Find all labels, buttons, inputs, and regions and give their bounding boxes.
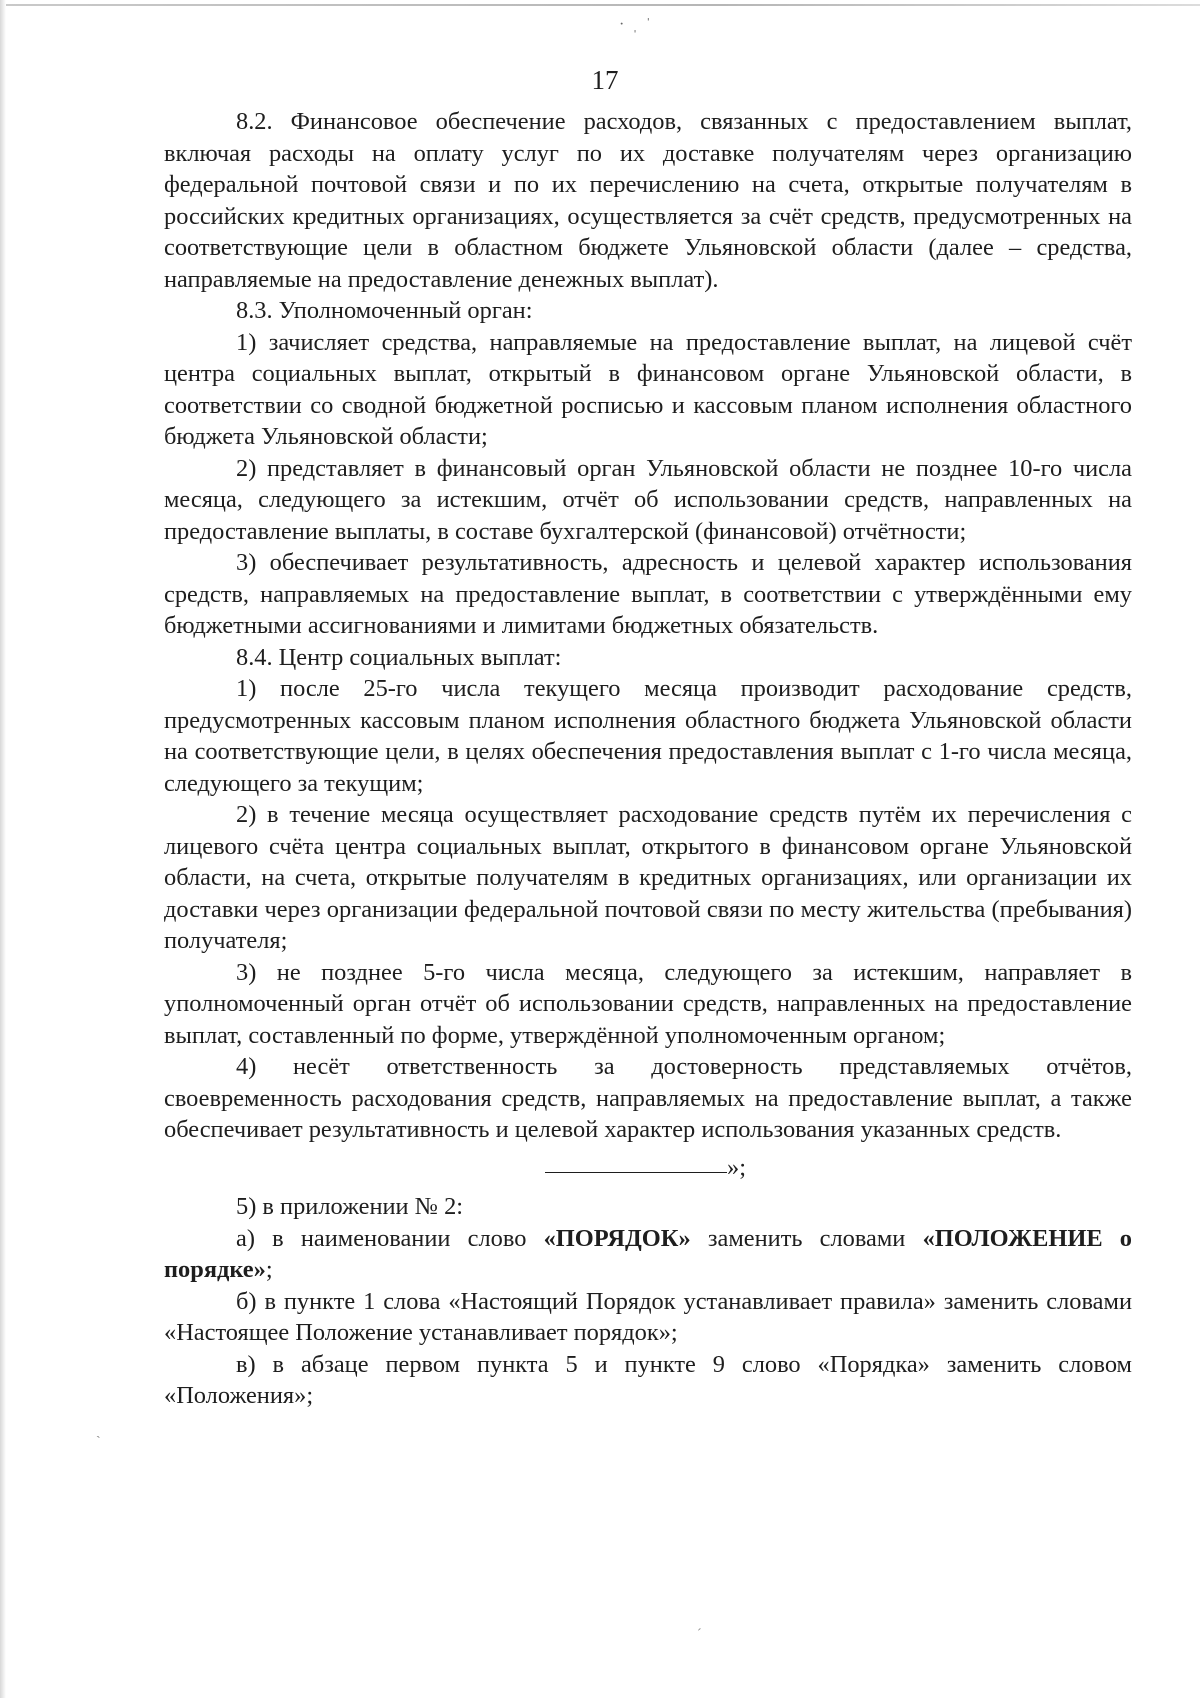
scan-speck: ˊ bbox=[697, 1627, 702, 1642]
appendix-item-b: б) в пункте 1 слова «Настоящий Порядок устанавливает правила» заменить словами «Настоящее Положение устанавливает порядок»; bbox=[164, 1287, 1132, 1346]
closing-line-block bbox=[164, 1146, 1132, 1192]
scan-left-edge bbox=[0, 0, 6, 1698]
appendix-item-a-middle: заменить словами bbox=[690, 1224, 923, 1252]
scan-top-edge bbox=[0, 4, 1200, 6]
appendix-item-c: в) в абзаце первом пункта 5 и пункте 9 слово «Порядка» заменить словом «Положения»; bbox=[164, 1350, 1132, 1409]
scan-speck: ˏ bbox=[96, 1424, 101, 1439]
paragraph-8-3-heading: 8.3. Уполномоченный орган: bbox=[236, 297, 533, 324]
paragraph-8-3-item-1: 1) зачисляет средства, направляемые на предоставление выплат, на лицевой счёт центра социальных выплат, открытый в финансовом органе Ульяновской области, в соответствии со сводной бюджетной росписью и кассовым планом исполнения областного бюджета Ульяновской области; bbox=[164, 328, 1132, 450]
appendix-item-a-new-word: «ПОЛОЖЕНИЕ о порядке» bbox=[164, 1224, 1133, 1283]
appendix-item-a bbox=[164, 1223, 1132, 1286]
paragraph-8-4-heading: 8.4. Центр социальных выплат: bbox=[236, 643, 562, 671]
closing-quote: »; bbox=[727, 1153, 746, 1181]
appendix-intro: 5) в приложении № 2: bbox=[236, 1193, 464, 1220]
appendix-item-a-prefix: а) в наименовании слово bbox=[236, 1224, 544, 1252]
paragraph-8-3-item-3: 3) обеспечивает результативность, адресность и целевой характер использования средств, направляемых на предоставление выплат, в соответствии с утверждёнными ему бюджетными ассигнованиями и лимитами бюджетных обязательств. bbox=[164, 549, 1132, 639]
paragraph-8-4-item-3: 3) не позднее 5-го числа месяца, следующего за истекшим, направляет в уполномоченный орган отчёт об использовании средств, направленных на предоставление выплат, составленный по форме, утверждённой уполномоченным органом; bbox=[164, 958, 1132, 1049]
page-number: 17 bbox=[591, 65, 619, 95]
paragraph-8-2: 8.2. Финансовое обеспечение расходов, связанных с предоставлением выплат, включая расходы на оплату услуг по их доставке получателям через организацию федеральной почтовой связи и по их перечислению на счета, открытые получателям в российских кредитных организациях, осуществляется за счёт средств, предусмотренных на соответствующие цели в областном бюджете Ульяновской области (далее – средства, направляемые на предоставление денежных выплат). bbox=[164, 108, 1132, 293]
paragraph-8-4-item-1: 1) после 25-го числа текущего месяца производит расходование средств, предусмотренных кассовым планом исполнения областного бюджета Ульяновской области на соответствующие цели, в целях обеспечения предоставления выплат с 1-го числа месяца, следующего за текущим; bbox=[164, 675, 1132, 797]
document-body bbox=[164, 106, 1132, 1412]
signature-rule bbox=[545, 1172, 727, 1173]
appendix-item-a-old-word: «ПОРЯДОК» bbox=[543, 1224, 691, 1252]
paragraph-8-3-item-2: 2) представляет в финансовый орган Ульяновской области не позднее 10-го числа месяца, следующего за истекшим, отчёт об использовании средств, направленных на предоставление выплаты, в составе бухгалтерской (финансовой) отчётности; bbox=[164, 454, 1132, 545]
appendix-item-a-suffix: ; bbox=[265, 1256, 273, 1283]
paragraph-8-4-item-4: 4) несёт ответственность за достоверность представляемых отчётов, своевременность расходования средств, направляемых на предоставление выплат, а также обеспечивает результативность и целевой характер использования указанных средств. bbox=[164, 1053, 1132, 1143]
scan-artifact-mark: · ˌ ˈ bbox=[619, 16, 653, 33]
paragraph-8-4-item-2: 2) в течение месяца осуществляет расходование средств путём их перечисления с лицевого счёта центра социальных выплат, открытого в финансовом органе Ульяновской области, на счета, открытые получателям в кредитных организациях, или организации их доставки через организации федеральной почтовой связи по месту жительства (пребывания) получателя; bbox=[164, 801, 1132, 954]
